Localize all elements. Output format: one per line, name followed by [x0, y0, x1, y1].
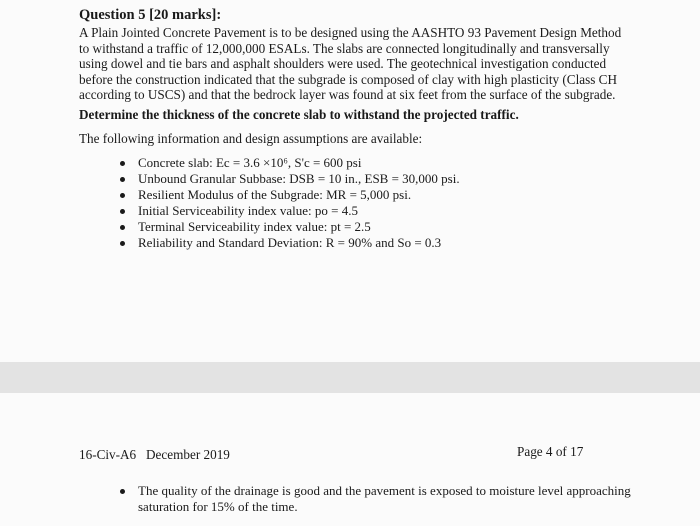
info-intro: The following information and design assumptions are available:	[79, 131, 423, 146]
list-item: Terminal Serviceability index value: pt = 2.5	[118, 219, 460, 235]
footer-page-number: Page 4 of 17	[517, 444, 584, 459]
list-item: Reliability and Standard Deviation: R = 90% and So = 0.3	[118, 235, 460, 251]
design-assumptions-list	[118, 155, 460, 251]
list-item: Resilient Modulus of the Subgrade: MR = 5,000 psi.	[118, 187, 460, 203]
question-task: Determine the thickness of the concrete slab to withstand the projected traffic.	[79, 107, 519, 122]
footer-exam-code: 16-Civ-A6 December 2019	[79, 447, 230, 462]
list-item: Concrete slab: Ec = 3.6 ×10⁶, S'c = 600 psi	[118, 155, 460, 171]
question-paragraph: A Plain Jointed Concrete Pavement is to be designed using the AASHTO 93 Pavement Design Method to withstand a traffic of 12,000,000 ESALs. The slabs are connected longitudinally and transversally using dowel and tie bars and asphalt shoulders were used. The geotechnical investigation conducted before the construction indicated that the subgrade is composed of clay with high plasticity (Class CH according to USCS) and that the bedrock layer was found at six feet from the surface of the subgrade.	[79, 25, 622, 103]
list-item: The quality of the drainage is good and the pavement is exposed to moisture level approaching saturation for 15% of the time.	[118, 483, 658, 515]
list-item: Initial Serviceability index value: po = 4.5	[118, 203, 460, 219]
question-title: Question 5 [20 marks]:	[79, 7, 222, 23]
list-item: Unbound Granular Subbase: DSB = 10 in., ESB = 30,000 psi.	[118, 171, 460, 187]
page-gap	[0, 362, 700, 393]
